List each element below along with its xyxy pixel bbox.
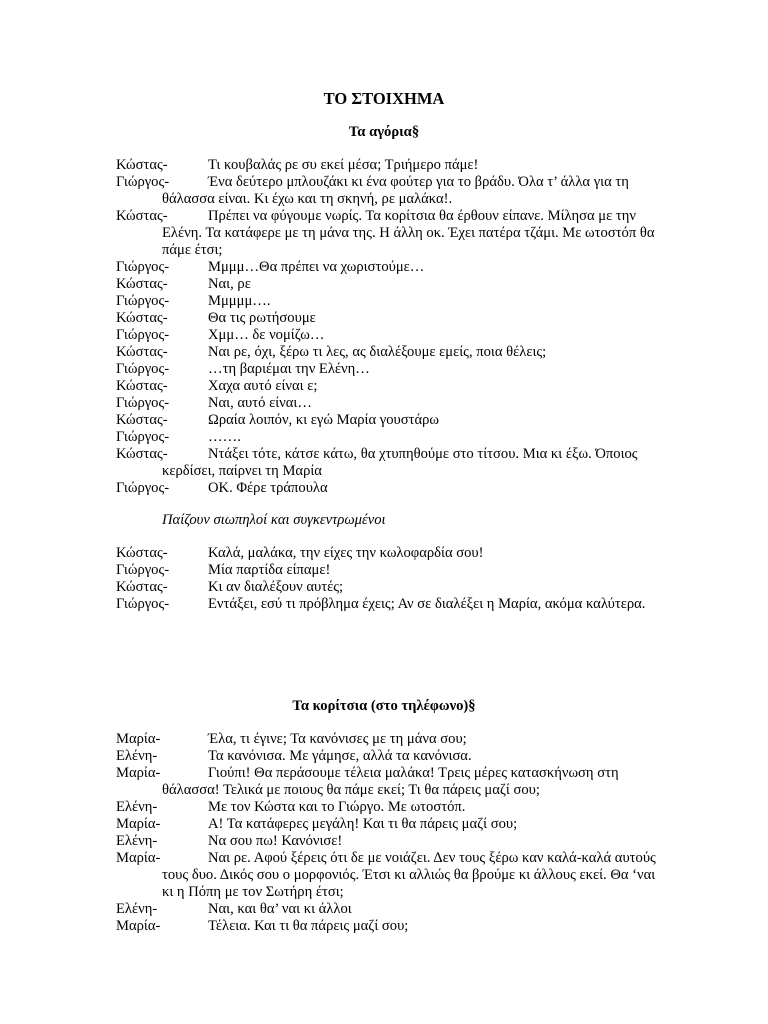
dialogue-line	[116, 327, 656, 344]
speaker-name: Γιώργος-	[116, 596, 170, 612]
speaker-name: Κώστας-	[116, 344, 168, 360]
dialogue-line	[116, 395, 656, 412]
dialogue-text: Κι αν διαλέξουν αυτές;	[208, 579, 344, 595]
speaker-name: Γιώργος-	[116, 259, 170, 275]
speaker-name: Κώστας-	[116, 545, 168, 561]
dialogue-text: Τα κανόνισα. Με γάμησε, αλλά τα κανόνισα.	[208, 748, 472, 764]
speaker-name: Κώστας-	[116, 378, 168, 394]
dialogue-text: Ναι, και θα’ ναι κι άλλοι	[208, 901, 352, 917]
dialogue-line	[116, 799, 656, 816]
dialogue-line	[116, 429, 656, 446]
speaker-name: Κώστας-	[116, 157, 168, 173]
dialogue-line	[116, 579, 656, 596]
speaker-name: Κώστας-	[116, 276, 168, 292]
dialogue-text: Με τον Κώστα και το Γιώργο. Με ωτοστόπ.	[208, 799, 466, 815]
dialogue-line	[116, 901, 656, 918]
dialogue-text: Ναι ρε. Αφού ξέρεις ότι δε με νοιάζει. Δεν τους ξέρω καν καλά-καλά αυτούς τους δυο. Δικός σου ο μορφονιός. Έτσι κι αλλιώς θα βρούμε κι άλλους εκεί. Θα ‘ναι κι η Πόπη με τον Σωτήρη έτσι;	[162, 850, 656, 900]
dialogue-line	[116, 596, 656, 613]
speaker-name: Μαρία-	[116, 918, 161, 934]
dialogue-line	[116, 310, 656, 327]
dialogue-text: Εντάξει, εσύ τι πρόβλημα έχεις; Αν σε διαλέξει η Μαρία, ακόμα καλύτερα.	[208, 596, 646, 612]
dialogue-text: …τη βαριέμαι την Ελένη…	[208, 361, 370, 377]
dialogue-line	[116, 480, 656, 497]
dialogue-text: Έλα, τι έγινε; Τα κανόνισες με τη μάνα σου;	[208, 731, 467, 747]
dialogue-line	[116, 293, 656, 310]
dialogue-line	[116, 833, 656, 850]
dialogue-text: Ναι, αυτό είναι…	[208, 395, 312, 411]
dialogue-text: Μμμμ…Θα πρέπει να χωριστούμε…	[208, 259, 425, 275]
dialogue-text: Θα τις ρωτήσουμε	[208, 310, 316, 326]
dialogue-text: Τέλεια. Και τι θα πάρεις μαζί σου;	[208, 918, 409, 934]
dialogue-text: Ντάξει τότε, κάτσε κάτω, θα χτυπηθούμε στο τίτσου. Μια κι έξω. Όποιος κερδίσει, παίρνει τη Μαρία	[162, 446, 638, 479]
speaker-name: Ελένη-	[116, 833, 158, 849]
speaker-name: Κώστας-	[116, 446, 168, 462]
dialogue-line	[116, 446, 656, 480]
speaker-name: Κώστας-	[116, 208, 168, 224]
dialogue-text: Μία παρτίδα είπαμε!	[208, 562, 331, 578]
dialogue-text: …….	[208, 429, 241, 445]
dialogue-text: Μμμμμ….	[208, 293, 271, 309]
speaker-name: Ελένη-	[116, 799, 158, 815]
dialogue-line	[116, 344, 656, 361]
dialogue-line	[116, 259, 656, 276]
speaker-name: Γιώργος-	[116, 480, 170, 496]
dialogue-line	[116, 765, 656, 799]
speaker-name: Γιώργος-	[116, 395, 170, 411]
speaker-name: Γιώργος-	[116, 327, 170, 343]
speaker-name: Μαρία-	[116, 816, 161, 832]
speaker-name: Γιώργος-	[116, 174, 170, 190]
dialogue-text: Ναι, ρε	[208, 276, 251, 292]
dialogue-line	[116, 816, 656, 833]
speaker-name: Μαρία-	[116, 850, 161, 866]
dialogue-text: Α! Τα κατάφερες μεγάλη! Και τι θα πάρεις μαζί σου;	[208, 816, 518, 832]
dialogue-text: Ωραία λοιπόν, κι εγώ Μαρία γουστάρω	[208, 412, 439, 428]
dialogue-text: Χαχα αυτό είναι ε;	[208, 378, 318, 394]
dialogue-line	[116, 174, 656, 208]
dialogue-line	[116, 412, 656, 429]
dialogue-line	[116, 208, 656, 259]
dialogue-text: Τι κουβαλάς ρε συ εκεί μέσα; Τριήμερο πάμε!	[208, 157, 479, 173]
dialogue-line	[116, 361, 656, 378]
dialogue-block-boys-2	[116, 545, 656, 613]
section-heading-girls: Τα κορίτσια (στο τηλέφωνο)§	[292, 698, 476, 714]
dialogue-line	[116, 562, 656, 579]
dialogue-line	[116, 748, 656, 765]
speaker-name: Γιώργος-	[116, 429, 170, 445]
dialogue-text: Να σου πω! Κανόνισε!	[208, 833, 343, 849]
document-title: ΤΟ ΣΤΟΙΧΗΜΑ	[323, 89, 445, 108]
dialogue-line	[116, 731, 656, 748]
dialogue-text: Πρέπει να φύγουμε νωρίς. Τα κορίτσια θα έρθουν είπανε. Μίλησα με την Ελένη. Τα κατάφερε με τη μάνα της. Η άλλη οκ. Έχει πατέρα τζάμι. Με ωτοστόπ θα πάμε έτσι;	[162, 208, 655, 258]
section-heading-boys: Τα αγόρια§	[348, 124, 420, 140]
dialogue-text: Γιούπι! Θα περάσουμε τέλεια μαλάκα! Τρεις μέρες κατασκήνωση στη θάλασσα! Τελικά με ποιους θα πάμε εκεί; Τι θα πάρεις μαζί σου;	[162, 765, 619, 798]
speaker-name: Ελένη-	[116, 748, 158, 764]
dialogue-line	[116, 850, 656, 901]
speaker-name: Κώστας-	[116, 412, 168, 428]
dialogue-line	[116, 276, 656, 293]
dialogue-line	[116, 918, 656, 935]
speaker-name: Γιώργος-	[116, 361, 170, 377]
dialogue-text: Καλά, μαλάκα, την είχες την κωλοφαρδία σου!	[208, 545, 484, 561]
speaker-name: Μαρία-	[116, 765, 161, 781]
speaker-name: Κώστας-	[116, 310, 168, 326]
speaker-name: Γιώργος-	[116, 293, 170, 309]
stage-direction: Παίζουν σιωπηλοί και συγκεντρωμένοι	[162, 512, 386, 528]
speaker-name: Γιώργος-	[116, 562, 170, 578]
dialogue-text: ΟΚ. Φέρε τράπουλα	[208, 480, 328, 496]
dialogue-text: Χμμ… δε νομίζω…	[208, 327, 325, 343]
speaker-name: Κώστας-	[116, 579, 168, 595]
dialogue-block-girls	[116, 731, 656, 935]
dialogue-block-boys-1	[116, 157, 656, 497]
dialogue-line	[116, 545, 656, 562]
speaker-name: Ελένη-	[116, 901, 158, 917]
dialogue-text: Ένα δεύτερο μπλουζάκι κι ένα φούτερ για το βράδυ. Όλα τ’ άλλα για τη θάλασσα είναι. Κι έχω και τη σκηνή, ρε μαλάκα!.	[162, 174, 629, 207]
speaker-name: Μαρία-	[116, 731, 161, 747]
dialogue-line	[116, 157, 656, 174]
dialogue-text: Ναι ρε, όχι, ξέρω τι λες, ας διαλέξουμε εμείς, ποια θέλεις;	[208, 344, 547, 360]
dialogue-line	[116, 378, 656, 395]
